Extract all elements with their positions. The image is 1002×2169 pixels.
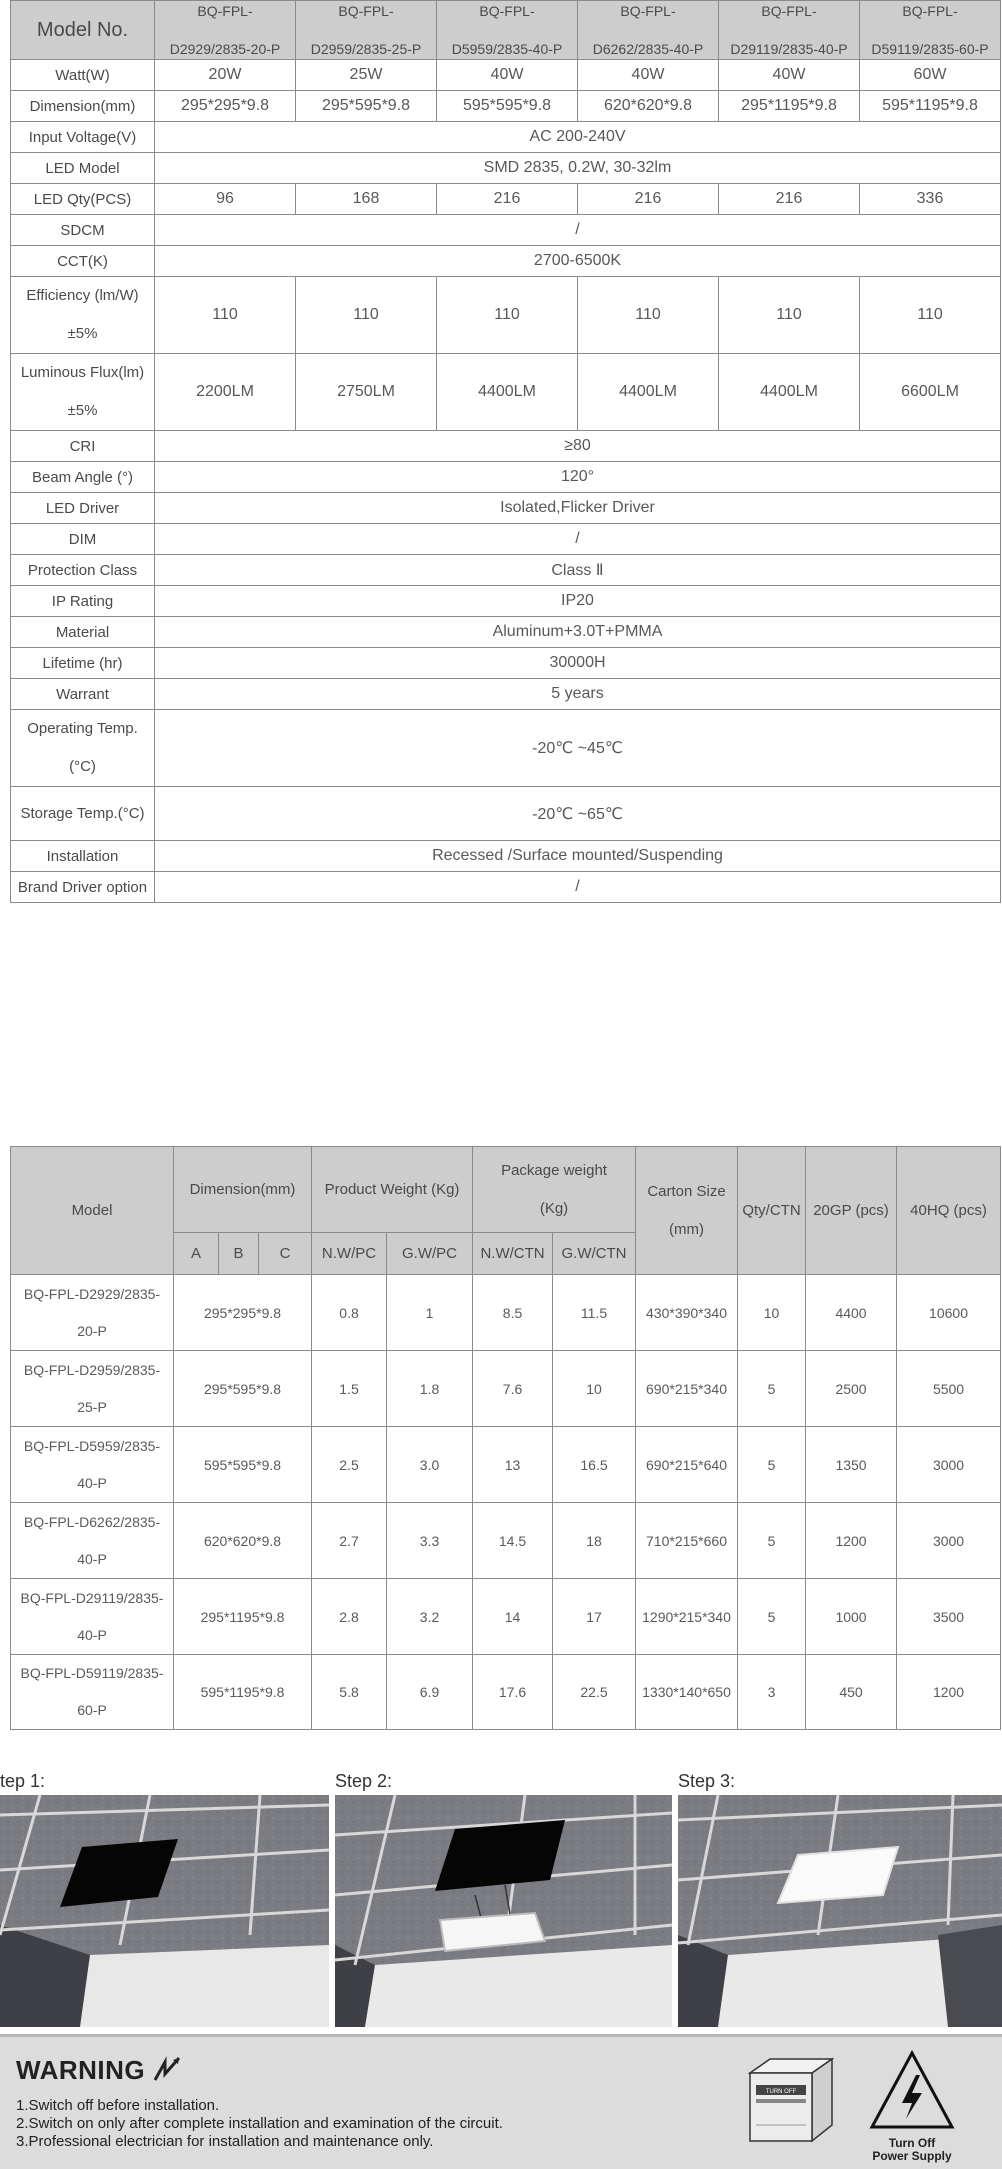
spec-shared-value-cell: Aluminum+3.0T+PMMA: [155, 617, 1001, 648]
spec-label-tolerance: ±5%: [67, 325, 98, 342]
spec-label-cell: Input Voltage(V): [11, 122, 155, 153]
spec-label-cell: [11, 710, 155, 787]
spec-shared-value-cell: 30000H: [155, 648, 1001, 679]
model-header-line2: D6262/2835-40-P: [592, 41, 704, 57]
packing-model-cell: [11, 1503, 174, 1579]
packing-nwc-cell: 7.6: [473, 1351, 553, 1427]
packing-gw-cell: 3.2: [387, 1579, 473, 1655]
spec-row: [11, 555, 1001, 586]
spec-label-cell: Lifetime (hr): [11, 648, 155, 679]
spec-value-cell: 595*1195*9.8: [860, 91, 1001, 122]
packing-row: [11, 1427, 1001, 1503]
packing-carton-cell: 690*215*640: [636, 1427, 738, 1503]
header-dim-a: A: [174, 1233, 219, 1275]
model-header-cell: [719, 1, 860, 60]
model-header-line2: D2929/2835-20-P: [169, 41, 281, 57]
spec-label-tolerance: (°C): [69, 758, 96, 775]
spec-row: [11, 524, 1001, 555]
turn-off-caption: [862, 2137, 962, 2163]
packing-model-line2: 40-P: [77, 1474, 107, 1491]
spec-value-cell: 40W: [578, 60, 719, 91]
spec-row: [11, 710, 1001, 787]
packing-gp20-cell: 4400: [806, 1275, 897, 1351]
packing-gwc-cell: 11.5: [553, 1275, 636, 1351]
packing-nw-cell: 2.5: [312, 1427, 387, 1503]
breaker-box-icon: [742, 2055, 837, 2152]
packing-nwc-cell: 8.5: [473, 1275, 553, 1351]
spec-shared-value-cell: 5 years: [155, 679, 1001, 710]
step-2-label: Step 2:: [335, 1771, 393, 1791]
spec-shared-value-cell: /: [155, 524, 1001, 555]
spec-shared-value-cell: SMD 2835, 0.2W, 30-32lm: [155, 153, 1001, 184]
spec-value-cell: 6600LM: [860, 354, 1001, 431]
packing-gwc-cell: 16.5: [553, 1427, 636, 1503]
spec-row: [11, 617, 1001, 648]
spec-row: [11, 648, 1001, 679]
packing-hq40-cell: 3500: [897, 1579, 1001, 1655]
model-header-line1: BQ-FPL-: [620, 3, 676, 19]
spec-value-cell: 295*1195*9.8: [719, 91, 860, 122]
spec-value-cell: 295*595*9.8: [296, 91, 437, 122]
spec-label-cell: Material: [11, 617, 155, 648]
model-header-line1: BQ-FPL-: [902, 3, 958, 19]
spec-label-cell: Brand Driver option: [11, 872, 155, 903]
header-20gp: 20GP (pcs): [806, 1147, 897, 1275]
spec-row: [11, 153, 1001, 184]
spec-label-cell: Protection Class: [11, 555, 155, 586]
packing-gp20-cell: 1350: [806, 1427, 897, 1503]
model-header-line1: BQ-FPL-: [197, 3, 253, 19]
model-header-cell: [578, 1, 719, 60]
packing-nw-cell: 1.5: [312, 1351, 387, 1427]
spec-label-tolerance: ±5%: [67, 402, 98, 419]
spec-shared-value-cell: 120°: [155, 462, 1001, 493]
packing-row: [11, 1579, 1001, 1655]
spec-label-cell: [11, 277, 155, 354]
spec-row: [11, 841, 1001, 872]
packing-row: [11, 1275, 1001, 1351]
warning-line-3: 3.Professional electrician for installation and maintenance only.: [16, 2133, 434, 2150]
packing-dimension-cell: 595*595*9.8: [174, 1427, 312, 1503]
header-gw-ctn: G.W/CTN: [553, 1233, 636, 1275]
spec-row: [11, 91, 1001, 122]
spec-value-cell: 216: [719, 184, 860, 215]
model-header-cell: [155, 1, 296, 60]
warning-line-1: 1.Switch off before installation.: [16, 2097, 220, 2114]
model-header-line2: D5959/2835-40-P: [451, 41, 563, 57]
spec-value-cell: 620*620*9.8: [578, 91, 719, 122]
packing-gp20-cell: 2500: [806, 1351, 897, 1427]
model-header-line1: BQ-FPL-: [761, 3, 817, 19]
packing-model-cell: [11, 1427, 174, 1503]
spec-row: [11, 184, 1001, 215]
spec-label-cell: LED Qty(PCS): [11, 184, 155, 215]
packing-carton-cell: 1330*140*650: [636, 1655, 738, 1730]
model-header-cell: [296, 1, 437, 60]
spec-row: [11, 60, 1001, 91]
packing-qty-cell: 5: [738, 1503, 806, 1579]
spec-label: Luminous Flux(lm): [20, 364, 145, 381]
spec-value-cell: 96: [155, 184, 296, 215]
spec-shared-value-cell: Recessed /Surface mounted/Suspending: [155, 841, 1001, 872]
spec-header-row: [11, 1, 1001, 60]
packing-model-cell: [11, 1655, 174, 1730]
packing-dimension-cell: 595*1195*9.8: [174, 1655, 312, 1730]
spec-row: [11, 277, 1001, 354]
spec-value-cell: 216: [578, 184, 719, 215]
spec-shared-value-cell: 2700-6500K: [155, 246, 1001, 277]
step-2-image: [335, 1795, 672, 2027]
packing-gwc-cell: 18: [553, 1503, 636, 1579]
packing-gw-cell: 1.8: [387, 1351, 473, 1427]
packing-gp20-cell: 450: [806, 1655, 897, 1730]
packing-model-cell: [11, 1579, 174, 1655]
spec-value-cell: 216: [437, 184, 578, 215]
spec-label-cell: [11, 354, 155, 431]
packing-hq40-cell: 1200: [897, 1655, 1001, 1730]
packing-hq40-cell: 3000: [897, 1503, 1001, 1579]
spec-value-cell: 2200LM: [155, 354, 296, 431]
packing-model-cell: [11, 1275, 174, 1351]
spec-value-cell: 110: [437, 277, 578, 354]
header-40hq: 40HQ (pcs): [897, 1147, 1001, 1275]
packing-hq40-cell: 10600: [897, 1275, 1001, 1351]
header-carton-size: [636, 1147, 738, 1275]
spec-value-cell: 110: [296, 277, 437, 354]
packing-hq40-cell: 3000: [897, 1427, 1001, 1503]
header-nw-ctn: N.W/CTN: [473, 1233, 553, 1275]
model-header-line2: D2959/2835-25-P: [310, 41, 422, 57]
spec-row: [11, 787, 1001, 841]
header-dim-c: C: [259, 1233, 312, 1275]
packing-qty-cell: 5: [738, 1579, 806, 1655]
packing-table: [10, 1146, 1001, 1730]
packing-qty-cell: 5: [738, 1351, 806, 1427]
packing-gw-cell: 3.0: [387, 1427, 473, 1503]
spec-label-cell: LED Driver: [11, 493, 155, 524]
model-header-line1: BQ-FPL-: [479, 3, 535, 19]
warning-line-2: 2.Switch on only after complete installation and examination of the circuit.: [16, 2115, 503, 2132]
spec-shared-value-cell: IP20: [155, 586, 1001, 617]
spec-value-cell: 4400LM: [578, 354, 719, 431]
packing-nwc-cell: 14.5: [473, 1503, 553, 1579]
spec-label-cell: CRI: [11, 431, 155, 462]
spec-row: [11, 586, 1001, 617]
spec-label-cell: Watt(W): [11, 60, 155, 91]
packing-model-line1: BQ-FPL-D2959/2835-: [23, 1361, 161, 1378]
packing-dimension-cell: 295*595*9.8: [174, 1351, 312, 1427]
spec-label-cell: DIM: [11, 524, 155, 555]
spec-row: [11, 872, 1001, 903]
spec-row: [11, 354, 1001, 431]
header-model: Model: [11, 1147, 174, 1275]
spec-value-cell: 295*295*9.8: [155, 91, 296, 122]
packing-nw-cell: 2.7: [312, 1503, 387, 1579]
header-nw-pc: N.W/PC: [312, 1233, 387, 1275]
header-product-weight: Product Weight (Kg): [312, 1147, 473, 1233]
packing-model-line1: BQ-FPL-D29119/2835-: [20, 1589, 164, 1606]
spec-row: [11, 246, 1001, 277]
spec-value-cell: 110: [719, 277, 860, 354]
packing-nw-cell: 5.8: [312, 1655, 387, 1730]
spec-value-cell: 4400LM: [719, 354, 860, 431]
packing-dimension-cell: 295*1195*9.8: [174, 1579, 312, 1655]
spec-label-cell: Beam Angle (°): [11, 462, 155, 493]
packing-model-line1: BQ-FPL-D5959/2835-: [23, 1437, 161, 1454]
header-gw-pc: G.W/PC: [387, 1233, 473, 1275]
model-header-cell: [437, 1, 578, 60]
model-header-line2: D29119/2835-40-P: [730, 41, 848, 57]
packing-gp20-cell: 1000: [806, 1579, 897, 1655]
header-package-weight-line2: (Kg): [539, 1199, 569, 1217]
header-dimension: Dimension(mm): [174, 1147, 312, 1233]
spec-row: [11, 462, 1001, 493]
packing-row: [11, 1655, 1001, 1730]
spec-shared-value-cell: -20℃ ~65℃: [155, 787, 1001, 841]
step-3-label: Step 3:: [678, 1771, 736, 1791]
spec-value-cell: 110: [578, 277, 719, 354]
spec-row: [11, 493, 1001, 524]
packing-carton-cell: 710*215*660: [636, 1503, 738, 1579]
packing-gp20-cell: 1200: [806, 1503, 897, 1579]
high-voltage-icon: [866, 2047, 958, 2140]
model-header-line2: D59119/2835-60-P: [871, 41, 989, 57]
spec-value-cell: 2750LM: [296, 354, 437, 431]
spec-label-cell: Warrant: [11, 679, 155, 710]
packing-nwc-cell: 14: [473, 1579, 553, 1655]
packing-gw-cell: 1: [387, 1275, 473, 1351]
spec-shared-value-cell: /: [155, 215, 1001, 246]
spec-value-cell: 4400LM: [437, 354, 578, 431]
packing-model-line2: 20-P: [77, 1322, 107, 1339]
packing-gw-cell: 6.9: [387, 1655, 473, 1730]
packing-model-line1: BQ-FPL-D2929/2835-: [23, 1285, 161, 1302]
packing-gwc-cell: 10: [553, 1351, 636, 1427]
packing-model-line2: 25-P: [77, 1398, 107, 1415]
warning-title-text: WARNING: [16, 2055, 146, 2085]
header-package-weight-line1: Package weight: [501, 1161, 607, 1179]
packing-row: [11, 1351, 1001, 1427]
header-qty: Qty/CTN: [738, 1147, 806, 1275]
model-header-cell: [860, 1, 1001, 60]
header-package-weight: [473, 1147, 636, 1233]
spec-value-cell: 20W: [155, 60, 296, 91]
spec-shared-value-cell: /: [155, 872, 1001, 903]
packing-gw-cell: 3.3: [387, 1503, 473, 1579]
spec-value-cell: 40W: [437, 60, 578, 91]
packing-gwc-cell: 22.5: [553, 1655, 636, 1730]
packing-row: [11, 1503, 1001, 1579]
spec-shared-value-cell: -20℃ ~45℃: [155, 710, 1001, 787]
warning-title: [16, 2055, 183, 2086]
header-carton-line1: Carton Size: [647, 1182, 726, 1200]
spec-label: Operating Temp.: [27, 720, 138, 737]
spec-shared-value-cell: ≥80: [155, 431, 1001, 462]
packing-carton-cell: 430*390*340: [636, 1275, 738, 1351]
packing-model-line1: BQ-FPL-D6262/2835-: [23, 1513, 161, 1530]
packing-hq40-cell: 5500: [897, 1351, 1001, 1427]
packing-nw-cell: 2.8: [312, 1579, 387, 1655]
packing-nw-cell: 0.8: [312, 1275, 387, 1351]
packing-qty-cell: 3: [738, 1655, 806, 1730]
spec-label-cell: LED Model: [11, 153, 155, 184]
spec-row: [11, 679, 1001, 710]
spec-label-cell: IP Rating: [11, 586, 155, 617]
packing-carton-cell: 690*215*340: [636, 1351, 738, 1427]
spec-shared-value-cell: Isolated,Flicker Driver: [155, 493, 1001, 524]
spec-value-cell: 336: [860, 184, 1001, 215]
spec-label-cell: Dimension(mm): [11, 91, 155, 122]
spec-shared-value-cell: AC 200-240V: [155, 122, 1001, 153]
spec-row: [11, 122, 1001, 153]
packing-model-line1: BQ-FPL-D59119/2835-: [20, 1665, 164, 1681]
packing-dimension-cell: 620*620*9.8: [174, 1503, 312, 1579]
packing-model-line2: 40-P: [77, 1626, 107, 1643]
spec-value-cell: 110: [860, 277, 1001, 354]
spec-shared-value-cell: Class Ⅱ: [155, 555, 1001, 586]
step-1-label: tep 1:: [0, 1771, 46, 1791]
spec-row: [11, 215, 1001, 246]
turn-off-caption-line1: Turn Off: [888, 2136, 936, 2150]
model-header-line1: BQ-FPL-: [338, 3, 394, 19]
spec-row: [11, 431, 1001, 462]
packing-carton-cell: 1290*215*340: [636, 1579, 738, 1655]
packing-nwc-cell: 13: [473, 1427, 553, 1503]
packing-qty-cell: 10: [738, 1275, 806, 1351]
spec-label: Efficiency (lm/W): [26, 287, 139, 304]
warning-panel: [0, 2034, 1002, 2169]
packing-qty-cell: 5: [738, 1427, 806, 1503]
step-3-image: [678, 1795, 1002, 2027]
packing-gwc-cell: 17: [553, 1579, 636, 1655]
model-no-header: Model No.: [11, 1, 155, 60]
turn-off-caption-line2: Power Supply: [872, 2149, 952, 2163]
spec-value-cell: 168: [296, 184, 437, 215]
spec-label-cell: CCT(K): [11, 246, 155, 277]
spec-label-cell: SDCM: [11, 215, 155, 246]
header-dim-b: B: [219, 1233, 259, 1275]
spec-value-cell: 595*595*9.8: [437, 91, 578, 122]
spec-value-cell: 40W: [719, 60, 860, 91]
spec-value-cell: 110: [155, 277, 296, 354]
spec-value-cell: 60W: [860, 60, 1001, 91]
packing-model-line2: 60-P: [77, 1702, 107, 1718]
lightning-icon: [153, 2056, 183, 2082]
warning-instructions: [16, 2097, 503, 2151]
packing-model-cell: [11, 1351, 174, 1427]
packing-nwc-cell: 17.6: [473, 1655, 553, 1730]
step-1-image: [0, 1795, 329, 2027]
packing-model-line2: 40-P: [77, 1550, 107, 1567]
breaker-box-label: TURN OFF: [765, 2089, 797, 2095]
spec-label-cell: Installation: [11, 841, 155, 872]
header-carton-line2: (mm): [669, 1220, 704, 1238]
packing-dimension-cell: 295*295*9.8: [174, 1275, 312, 1351]
spec-value-cell: 25W: [296, 60, 437, 91]
spec-label-cell: Storage Temp.(°C): [11, 787, 155, 841]
spec-table: [10, 0, 1001, 903]
